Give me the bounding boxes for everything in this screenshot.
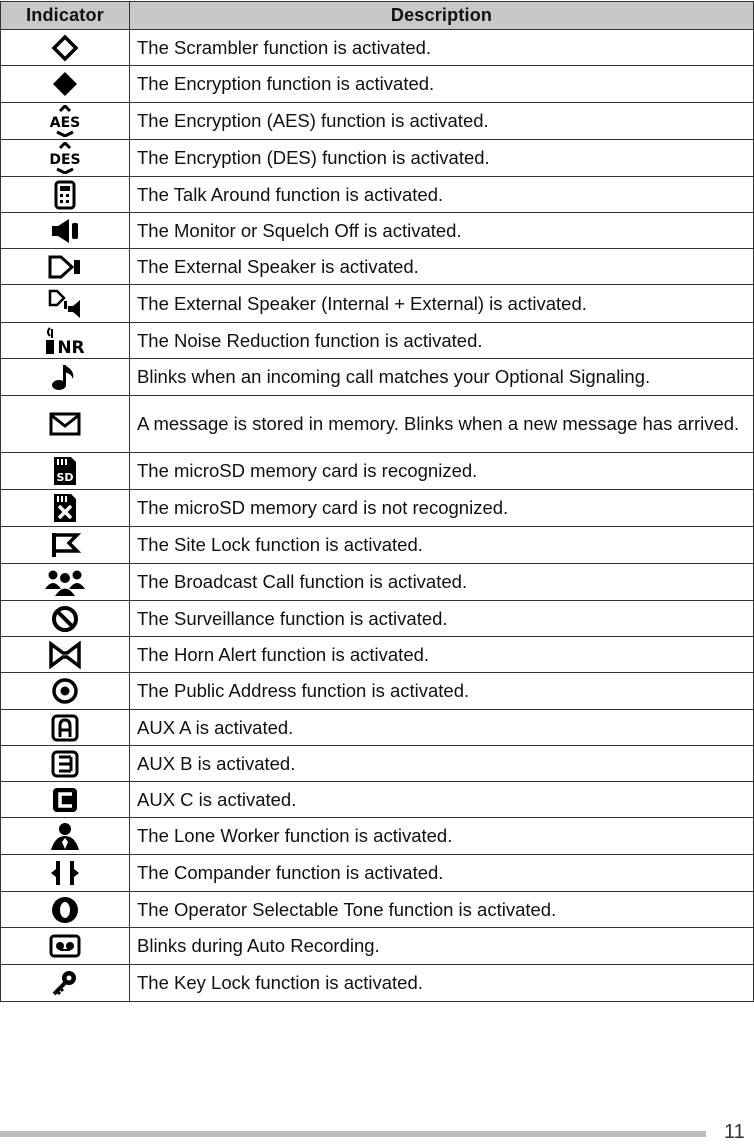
- description-cell: AUX B is activated.: [130, 746, 754, 782]
- table-row: [1, 323, 754, 359]
- indicator-cell: [1, 359, 130, 396]
- description-cell: Blinks during Auto Recording.: [130, 928, 754, 965]
- indicator-cell: [1, 928, 130, 965]
- operator-tone-icon: [1, 895, 129, 925]
- table-row: [1, 855, 754, 892]
- table-row: [1, 396, 754, 453]
- footer-rule: [0, 1131, 706, 1137]
- indicator-cell: [1, 177, 130, 213]
- indicator-cell: [1, 855, 130, 892]
- table-row: [1, 928, 754, 965]
- indicator-cell: [1, 66, 130, 103]
- description-cell: A message is stored in memory. Blinks when a new message has arrived.: [130, 396, 754, 453]
- table-row: [1, 892, 754, 928]
- description-cell: The Lone Worker function is activated.: [130, 818, 754, 855]
- music-note-icon: [1, 362, 129, 392]
- public-address-icon: [1, 676, 129, 706]
- table-row: [1, 564, 754, 601]
- lone-worker-icon: [1, 821, 129, 851]
- indicator-cell: [1, 453, 130, 490]
- indicator-table: [0, 1, 754, 1002]
- table-row: [1, 285, 754, 323]
- noise-reduction-icon: [1, 326, 129, 356]
- description-cell: The Key Lock function is activated.: [130, 965, 754, 1002]
- indicator-cell: [1, 564, 130, 601]
- description-cell: The microSD memory card is recognized.: [130, 453, 754, 490]
- external-internal-speaker-icon: [1, 289, 129, 319]
- table-row: [1, 818, 754, 855]
- table-row: [1, 673, 754, 710]
- table-row: [1, 710, 754, 746]
- group-people-icon: [1, 567, 129, 597]
- diamond-outline-icon: [1, 34, 129, 62]
- description-cell: The Encryption function is activated.: [130, 66, 754, 103]
- aes-icon: [1, 105, 129, 137]
- indicator-cell: [1, 818, 130, 855]
- description-cell: The Surveillance function is activated.: [130, 601, 754, 637]
- indicator-cell: [1, 782, 130, 818]
- table-row: [1, 746, 754, 782]
- indicator-cell: [1, 490, 130, 527]
- aux-a-icon: [1, 713, 129, 743]
- aux-b-icon: [1, 749, 129, 779]
- indicator-cell: [1, 601, 130, 637]
- indicator-cell: [1, 103, 130, 140]
- table-row: [1, 30, 754, 66]
- table-row: [1, 601, 754, 637]
- description-cell: The Scrambler function is activated.: [130, 30, 754, 66]
- diamond-filled-icon: [1, 70, 129, 98]
- envelope-icon: [1, 411, 129, 437]
- svg-text:AES: AES: [49, 115, 81, 131]
- prohibited-icon: [1, 604, 129, 634]
- svg-text:NR: NR: [57, 337, 85, 356]
- indicator-cell: [1, 249, 130, 285]
- description-cell: The External Speaker is activated.: [130, 249, 754, 285]
- description-cell: AUX A is activated.: [130, 710, 754, 746]
- description-cell: The Noise Reduction function is activated.: [130, 323, 754, 359]
- description-cell: The Talk Around function is activated.: [130, 177, 754, 213]
- indicator-cell: [1, 965, 130, 1002]
- aux-c-icon: [1, 785, 129, 815]
- indicator-cell: [1, 637, 130, 673]
- sd-card-error-icon: [1, 492, 129, 524]
- compander-icon: [1, 858, 129, 888]
- indicator-cell: [1, 746, 130, 782]
- svg-text:SD: SD: [56, 471, 74, 484]
- description-cell: The Broadcast Call function is activated.: [130, 564, 754, 601]
- table-row: [1, 213, 754, 249]
- description-cell: The Operator Selectable Tone function is activated.: [130, 892, 754, 928]
- table-row: [1, 637, 754, 673]
- description-cell: The Public Address function is activated.: [130, 673, 754, 710]
- indicator-cell: [1, 285, 130, 323]
- indicator-cell: [1, 710, 130, 746]
- monitor-speaker-icon: [1, 217, 129, 245]
- description-header: Description: [130, 2, 754, 30]
- table-row: [1, 66, 754, 103]
- table-row: [1, 103, 754, 140]
- des-icon: [1, 142, 129, 174]
- table-row: [1, 453, 754, 490]
- indicator-header: Indicator: [1, 2, 130, 30]
- indicator-cell: [1, 527, 130, 564]
- indicator-cell: [1, 323, 130, 359]
- description-cell: AUX C is activated.: [130, 782, 754, 818]
- description-cell: The Horn Alert function is activated.: [130, 637, 754, 673]
- table-row: [1, 490, 754, 527]
- sd-card-icon: [1, 455, 129, 487]
- external-speaker-icon: [1, 253, 129, 281]
- key-icon: [1, 968, 129, 998]
- table-row: [1, 965, 754, 1002]
- talk-around-icon: [1, 180, 129, 210]
- description-cell: The Compander function is activated.: [130, 855, 754, 892]
- indicator-cell: [1, 396, 130, 453]
- table-row: [1, 359, 754, 396]
- horn-alert-icon: [1, 641, 129, 669]
- description-cell: The Site Lock function is activated.: [130, 527, 754, 564]
- table-row: [1, 527, 754, 564]
- indicator-cell: [1, 30, 130, 66]
- site-lock-flag-icon: [1, 531, 129, 559]
- page-number: 11: [724, 1121, 745, 1143]
- recording-icon: [1, 933, 129, 959]
- description-cell: Blinks when an incoming call matches your Optional Signaling.: [130, 359, 754, 396]
- description-cell: The External Speaker (Internal + External) is activated.: [130, 285, 754, 323]
- table-row: [1, 140, 754, 177]
- description-cell: The Encryption (AES) function is activated.: [130, 103, 754, 140]
- description-cell: The Monitor or Squelch Off is activated.: [130, 213, 754, 249]
- description-cell: The Encryption (DES) function is activated.: [130, 140, 754, 177]
- svg-text:DES: DES: [49, 152, 81, 168]
- table-row: [1, 177, 754, 213]
- indicator-cell: [1, 892, 130, 928]
- indicator-cell: [1, 213, 130, 249]
- description-cell: The microSD memory card is not recognized.: [130, 490, 754, 527]
- table-row: [1, 782, 754, 818]
- indicator-cell: [1, 140, 130, 177]
- table-header-row: [1, 2, 754, 30]
- indicator-cell: [1, 673, 130, 710]
- table-row: [1, 249, 754, 285]
